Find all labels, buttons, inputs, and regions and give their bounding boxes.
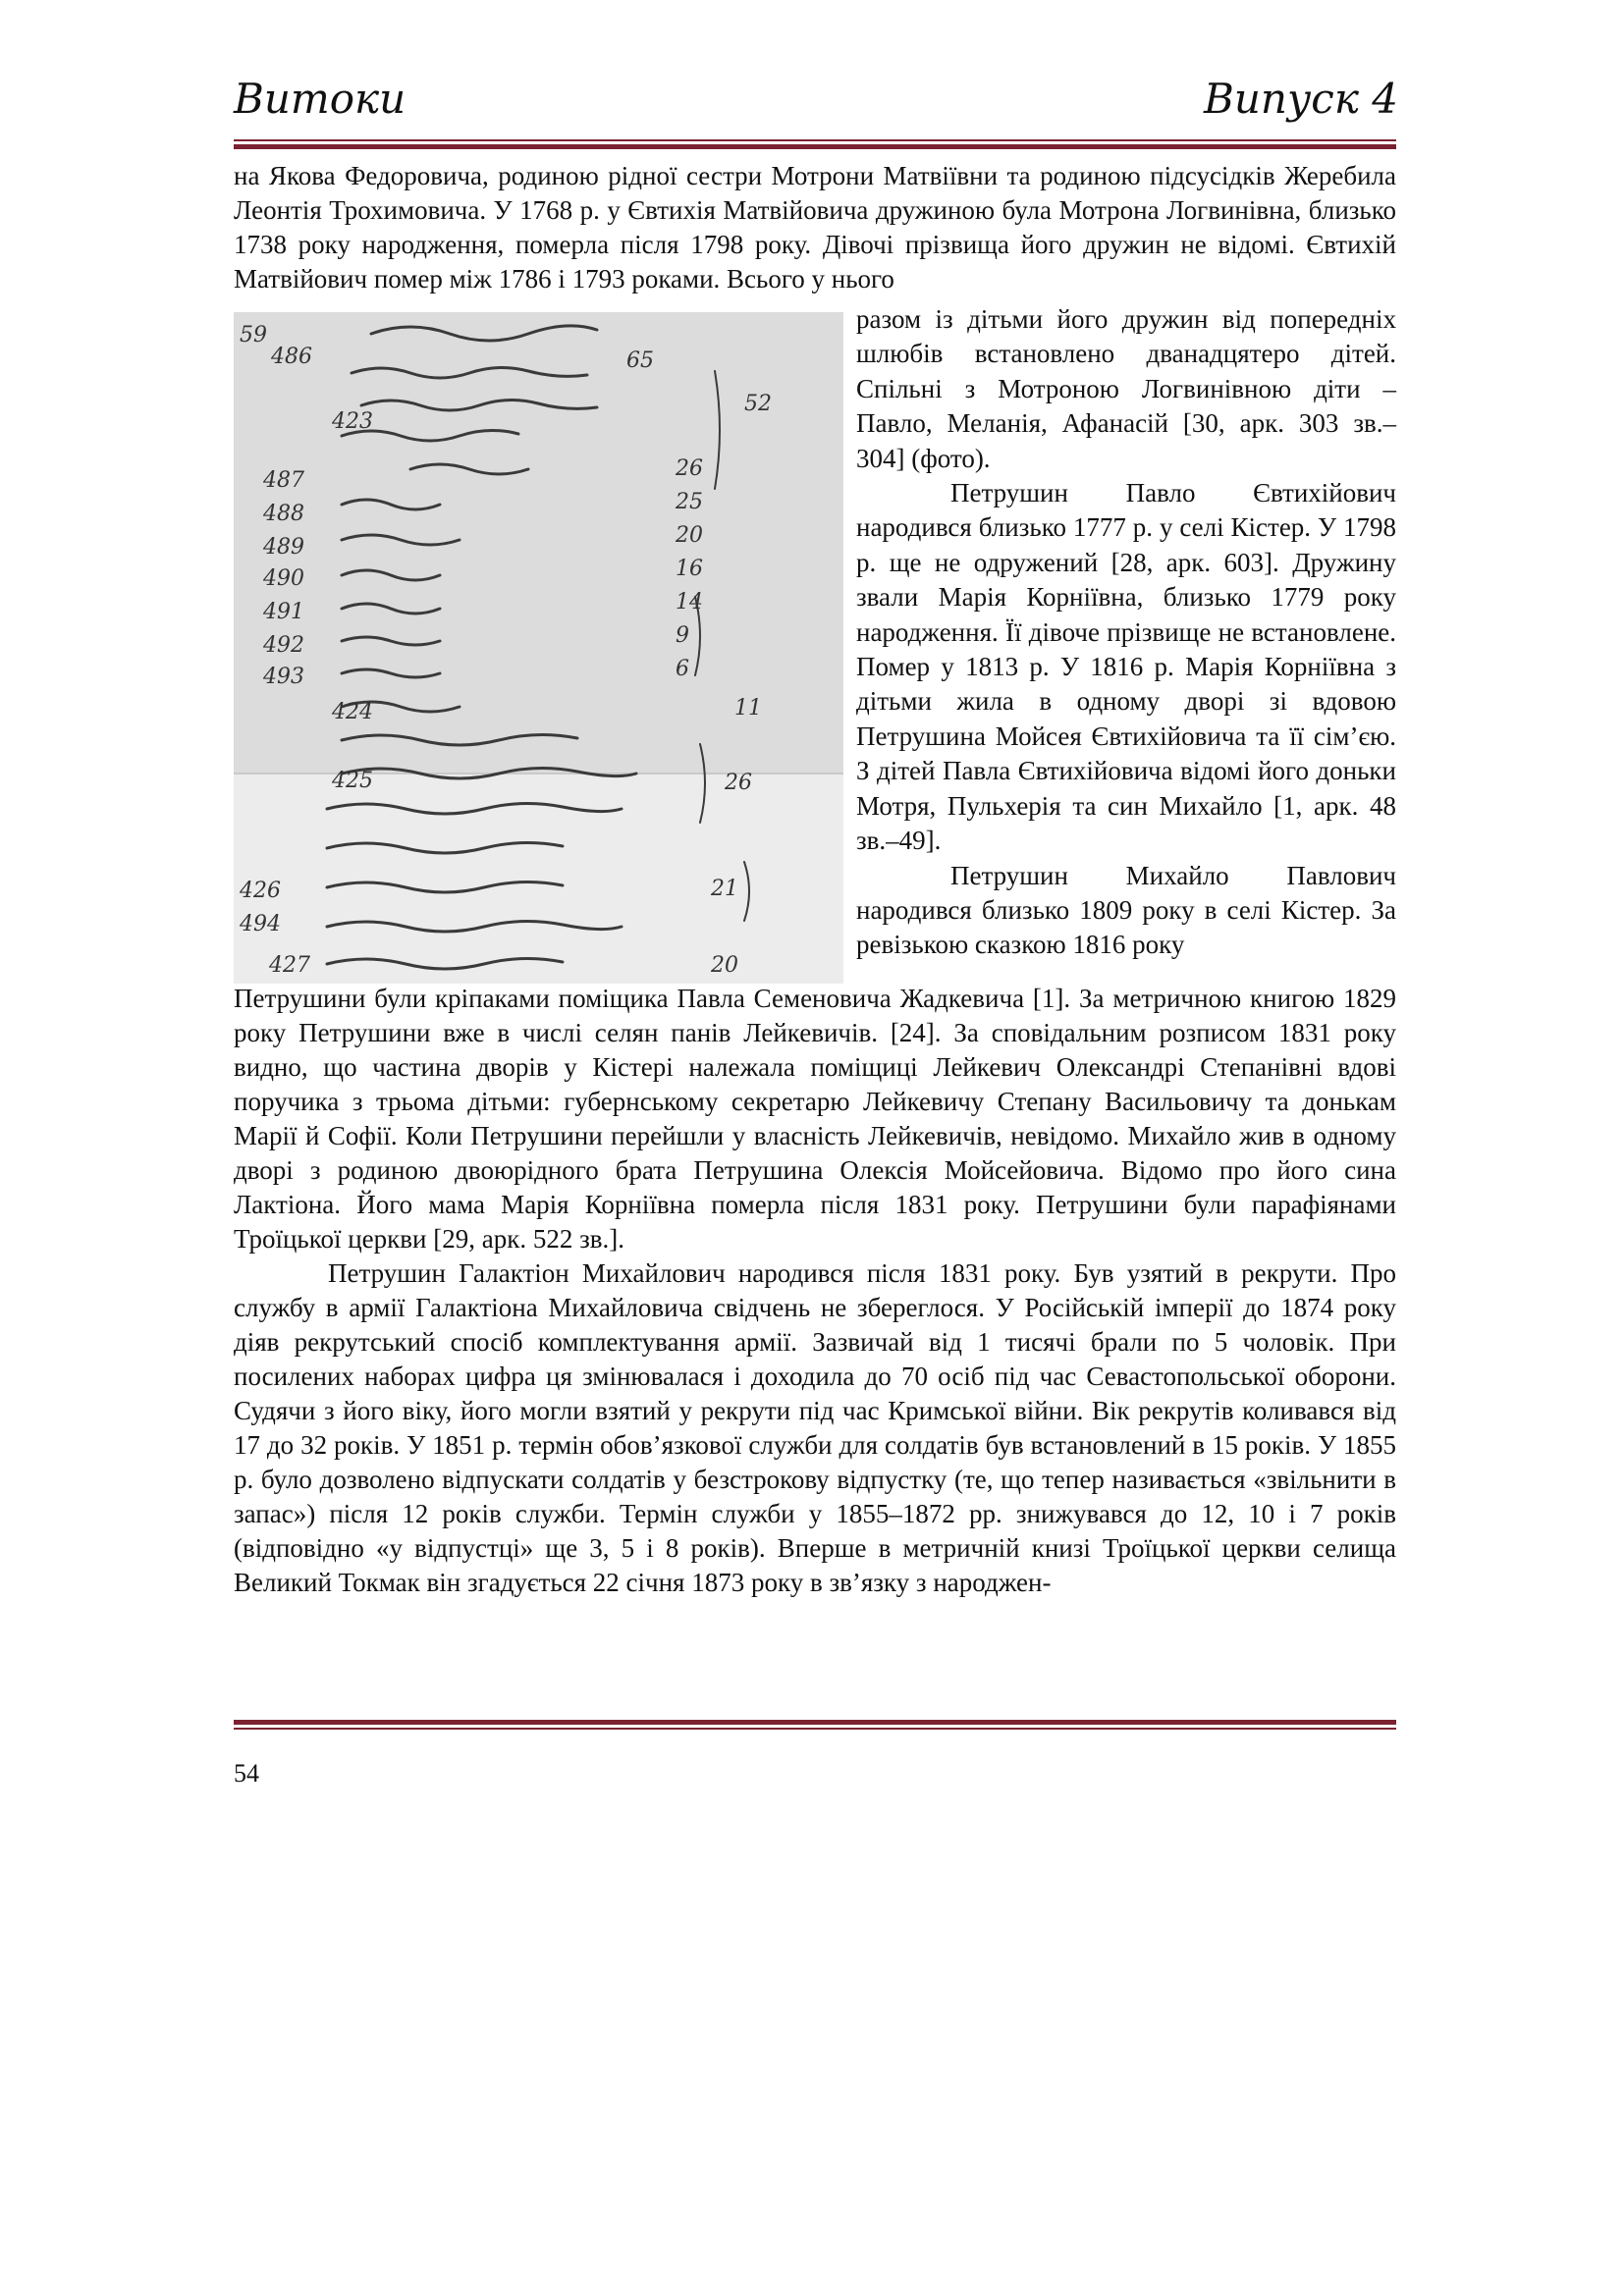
handwritten-record-image (234, 312, 843, 984)
record-number-427: 427 (269, 953, 310, 978)
age-26: 26 (676, 456, 703, 481)
record-number-488: 488 (263, 502, 304, 526)
issue-label: Випуск 4 (1203, 75, 1398, 123)
archival-document-photo (234, 312, 843, 984)
age-9: 9 (676, 623, 689, 648)
side-paragraph-1: разом із дітьми його дружин від попередніх шлюбів встановлено дванадцятеро дітей. Спільні з Мотроною Логвинівною діти – Павло, Меланія, Афанасій [30, арк. 303 зв.–304] (фото). (856, 304, 1396, 473)
paragraph-text-2: Петрушин Галактіон Михайлович народився після 1831 року. Був узятий в рекрути. Про службу в армії Галактіона Михайловича свідчень не збереглося. У Російській імперії до 1874 року діяв рекрутський спосіб комплектування армії. Зазвичай від 1 тисячі брали по 5 чоловік. При посилених наборах цифра ця змінювалася і доходила до 70 осіб під час Севастопольської оборони. Судячи з його віку, його могли взятий у рекрути під час Кримської війни. Вік рекрутів коливався від 17 до 32 років. У 1851 р. термін обов’язкової служби для солдатів був встановлений в 15 років. У 1855 р. було дозволено відпускати солдатів у безстрокову відпустку (те, що тепер називається «звільнити в запас») після 12 років служби. Термін служби у 1855–1872 рр. знижувався до 12, 10 і 7 років (відповідно «у відпустці» ще 3, 5 і 8 років). Вперше в метричній книзі Троїцької церкви селища Великий Токмак він згадується 22 січня 1873 року в зв’язку з народжен- (234, 1258, 1396, 1597)
age-65: 65 (626, 348, 654, 373)
body-paragraph-bottom (234, 982, 1396, 1600)
journal-title: Витоки (234, 75, 406, 123)
age-21: 21 (711, 877, 738, 901)
record-number-492: 492 (263, 633, 304, 658)
age-20b: 20 (711, 953, 738, 978)
record-number-491: 491 (263, 600, 304, 624)
record-number-425: 425 (332, 769, 373, 793)
record-number-423: 423 (332, 409, 373, 434)
age-52: 52 (744, 392, 772, 416)
age-25: 25 (676, 490, 703, 514)
record-number-59: 59 (240, 323, 267, 347)
record-number-490: 490 (263, 566, 304, 591)
age-11: 11 (734, 696, 762, 721)
record-number-493: 493 (263, 665, 304, 689)
age-16: 16 (676, 557, 703, 581)
page-number: 54 (234, 1759, 259, 1788)
age-6: 6 (676, 657, 689, 681)
side-paragraph-2: Петрушин Павло Євтихійович народився близько 1777 р. у селі Кістер. У 1798 р. ще не одружений [28, арк. 603]. Дружину звали Марія Корніївна, близько 1779 року народження. Її дівоче прізвище не встановлене. Помер у 1813 р. У 1816 р. Марія Корніївна з дітьми жила в одному дворі зі вдовою Петрушина Мойсея Євтихійовича та її сім’єю. З дітей Павла Євтихійовича відомі його доньки Мотря, Пульхерія та син Михайло [1, арк. 48 зв.–49]. (856, 478, 1396, 856)
record-number-486: 486 (271, 345, 312, 369)
age-14: 14 (676, 590, 703, 614)
header-rule-thin (234, 139, 1396, 141)
record-number-494: 494 (240, 912, 281, 936)
record-number-489: 489 (263, 535, 304, 560)
footer-rule-thin (234, 1728, 1396, 1730)
side-column-text (856, 302, 1396, 963)
record-number-426: 426 (240, 879, 281, 903)
record-number-487: 487 (263, 468, 304, 493)
paragraph-text: на Якова Федоровича, родиною рідної сестри Мотрони Матвіївни та родиною підсусідків Жеребила Леонтія Трохимовича. У 1768 р. у Євтихія Матвійовича дружиною була Мотрона Логвинівна, близько 1738 року народження, померла після 1798 року. Дівочі прізвища його дружин не відомі. Євтихій Матвійович помер між 1786 і 1793 роками. Всього у нього (234, 161, 1396, 294)
body-paragraph-top (234, 159, 1396, 296)
age-20: 20 (676, 523, 703, 548)
footer-rule-thick (234, 1720, 1396, 1725)
record-number-424: 424 (332, 700, 373, 724)
paragraph-text-1: Петрушини були кріпаками поміщика Павла Семеновича Жадкевича [1]. За метричною книгою 1829 року Петрушини вже в числі селян панів Лейкевичів. [24]. За сповідальним розписом 1831 року видно, що частина дворів у Кістері належала поміщиці Лейкевич Олександрі Степанівні вдові поручика з трьома дітьми: губернському секретарю Лейкевичу Степану Васильовичу та донькам Марії й Софії. Коли Петрушини перейшли у власність Лейкевичів, невідомо. Михайло жив в одному дворі з родиною двоюрідного брата Петрушина Олексія Мойсейовича. Відомо про його сина Лактіона. Його мама Марія Корніївна померла після 1831 року. Петрушини були парафіянами Троїцької церкви [29, арк. 522 зв.]. (234, 984, 1396, 1254)
header-rule-thick (234, 144, 1396, 149)
side-paragraph-3: Петрушин Михайло Павлович народився близько 1809 року в селі Кістер. За ревізькою сказкою 1816 року (856, 860, 1396, 960)
age-26b: 26 (725, 771, 752, 795)
